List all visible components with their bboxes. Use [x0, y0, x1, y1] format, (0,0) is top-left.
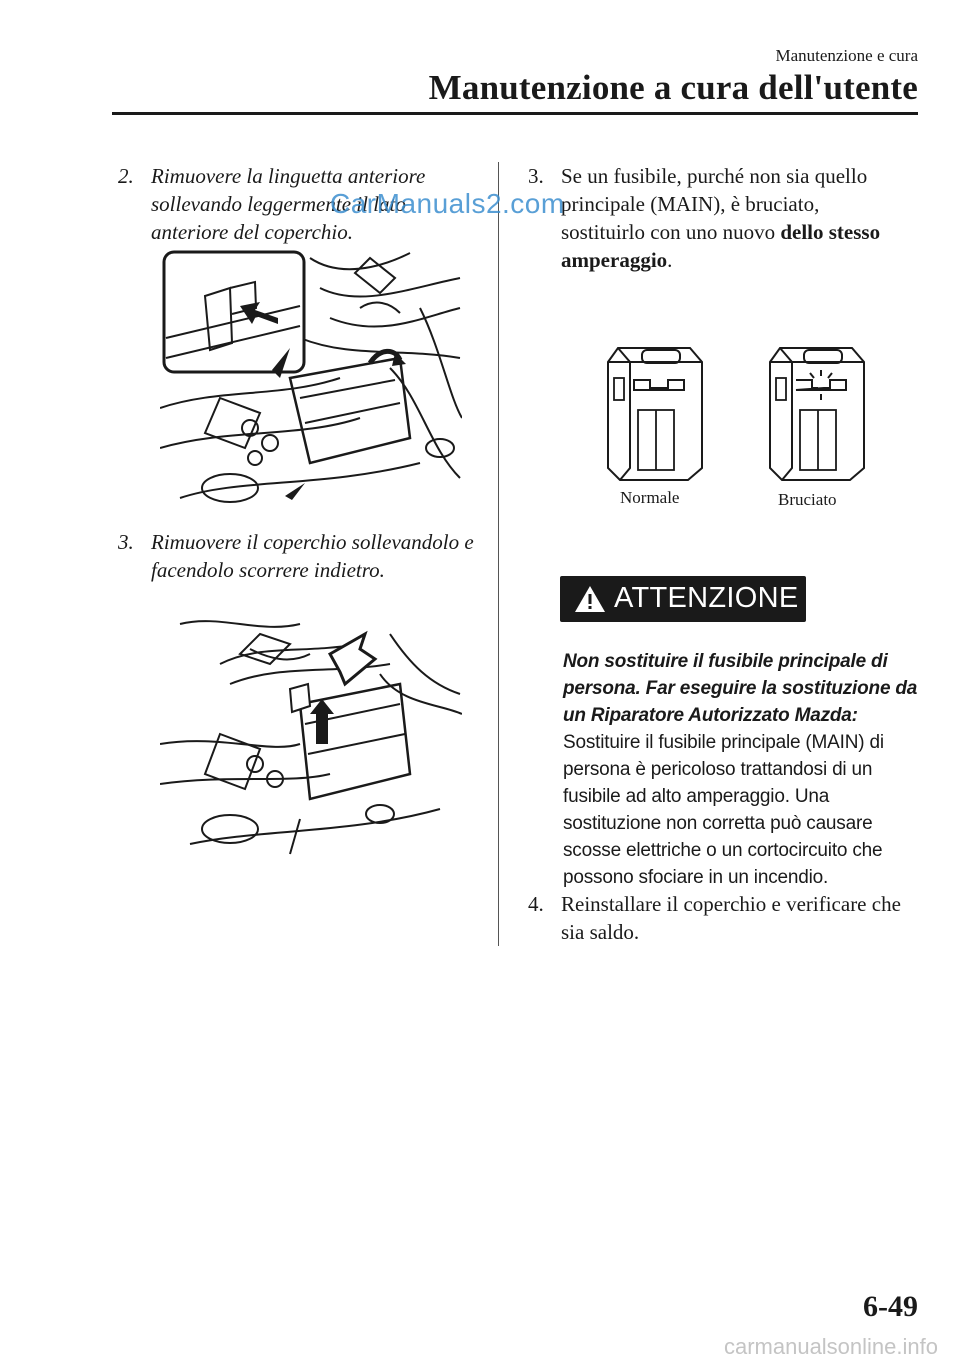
- step-number: 3.: [528, 164, 544, 188]
- header-divider: [112, 112, 918, 115]
- engine-bay-illustration-cover: [160, 604, 462, 866]
- step-text: Reinstallare il coperchio e verificare che sia saldo.: [561, 892, 901, 944]
- warning-body: [563, 648, 923, 891]
- step-text: Rimuovere il coperchio sollevandolo e facendolo scorrere indietro.: [151, 530, 474, 582]
- step-text: Rimuovere la linguetta anteriore sollevando leggermente il lato anteriore del coperchio.: [151, 164, 426, 244]
- step-text-bold: dello stesso amperaggio: [561, 220, 881, 272]
- step-text-main: Se un fusibile, purché non sia quello principale (MAIN), è bruciato, sostituirlo con uno nuovo: [561, 164, 868, 244]
- fuse-normal-icon: [600, 340, 710, 485]
- step-number: 2.: [118, 164, 134, 188]
- section-label: Manutenzione e cura: [775, 46, 918, 65]
- step-text-tail: .: [667, 248, 673, 272]
- engine-bay-illustration-tab: [160, 248, 462, 520]
- footer-watermark: carmanualsonline.info: [723, 1334, 938, 1359]
- fuse-blown-icon: [762, 340, 872, 485]
- step-number: 3.: [118, 530, 134, 554]
- page-title: Manutenzione a cura dell'utente: [428, 68, 918, 107]
- warning-banner: [560, 576, 806, 622]
- warning-text: Sostituire il fusibile principale (MAIN) di persona è pericoloso trattandosi di un fusibile ad alto amperaggio. Una sostituzione non corretta può causare scosse elettriche o un cortocircuito che possono sfociare in un incendio.: [563, 732, 884, 888]
- step-4: [528, 890, 908, 946]
- step-text: [561, 162, 908, 274]
- fuse-normal-caption: Normale: [620, 488, 680, 507]
- fuse-blown-caption: Bruciato: [778, 490, 837, 509]
- warning-label: ATTENZIONE: [614, 582, 799, 614]
- page-number: 6-49: [863, 1290, 918, 1323]
- column-divider: [498, 162, 499, 946]
- step-3-right: [528, 162, 908, 274]
- step-3-left: [118, 528, 478, 584]
- watermark-text: CarManuals2.com: [330, 188, 565, 219]
- warning-triangle-icon: [573, 584, 607, 614]
- step-number: 4.: [528, 892, 544, 916]
- warning-bold-text: Non sostituire il fusibile principale di persona. Far eseguire la sostituzione da un Riparatore Autorizzato Mazda:: [563, 651, 918, 726]
